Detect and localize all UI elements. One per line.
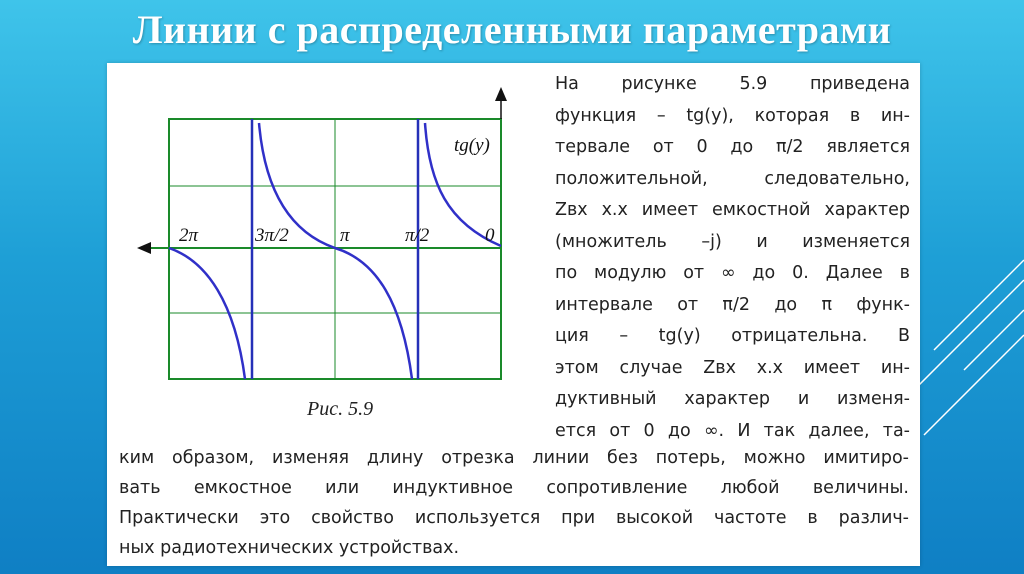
- text-line: по модулю от ∞ до 0. Далее в: [555, 263, 910, 283]
- x-tick-label: π: [340, 225, 350, 246]
- x-axis-arrow: [137, 242, 151, 254]
- text-line: Zвх х.х имеет емкостной характер: [555, 200, 910, 220]
- x-tick-label: 0: [485, 225, 495, 246]
- text-line: этом случае Zвх х.х имеет ин-: [555, 357, 910, 378]
- x-tick-label: π/2: [405, 225, 430, 246]
- text-line: функция – tg(y), которая в ин-: [555, 105, 910, 126]
- tangent-plot: [107, 63, 527, 443]
- text-line: тервале от 0 до π/2 является: [555, 137, 910, 157]
- text-line: ных радиотехнических устройствах.: [119, 538, 460, 558]
- text-line: (множитель –j) и изменяется: [555, 231, 910, 252]
- text-line: Практически это свойство используется при высокой частоте в различ-: [119, 508, 909, 528]
- text-line: интервале от π/2 до π функ-: [555, 294, 910, 315]
- text-line: ется от 0 до ∞. И так далее, та-: [555, 420, 910, 441]
- text-line: На рисунке 5.9 приведена: [555, 74, 910, 94]
- figure-caption: Рис. 5.9: [307, 398, 374, 420]
- paragraph-bottom: [119, 443, 909, 563]
- text-line: положительной, следовательно,: [555, 168, 910, 189]
- text-line: вать емкостное или индуктивное сопротивление любой величины.: [119, 478, 909, 498]
- decorative-lines: [904, 240, 1024, 440]
- curve-label: tg(y): [454, 135, 490, 156]
- paragraph-right: [555, 69, 910, 447]
- text-line: ким образом, изменяя длину отрезка линии без потерь, можно имитиро-: [119, 448, 909, 468]
- slide-title: Линии с распределенными параметрами: [132, 7, 892, 52]
- x-tick-label: 2π: [179, 225, 199, 246]
- x-tick-label: 3π/2: [255, 225, 289, 246]
- document-panel: [107, 63, 920, 566]
- text-line: дуктивный характер и изменя-: [555, 389, 910, 409]
- y-axis-arrow: [495, 87, 507, 101]
- text-line: ция – tg(y) отрицательна. В: [555, 326, 910, 346]
